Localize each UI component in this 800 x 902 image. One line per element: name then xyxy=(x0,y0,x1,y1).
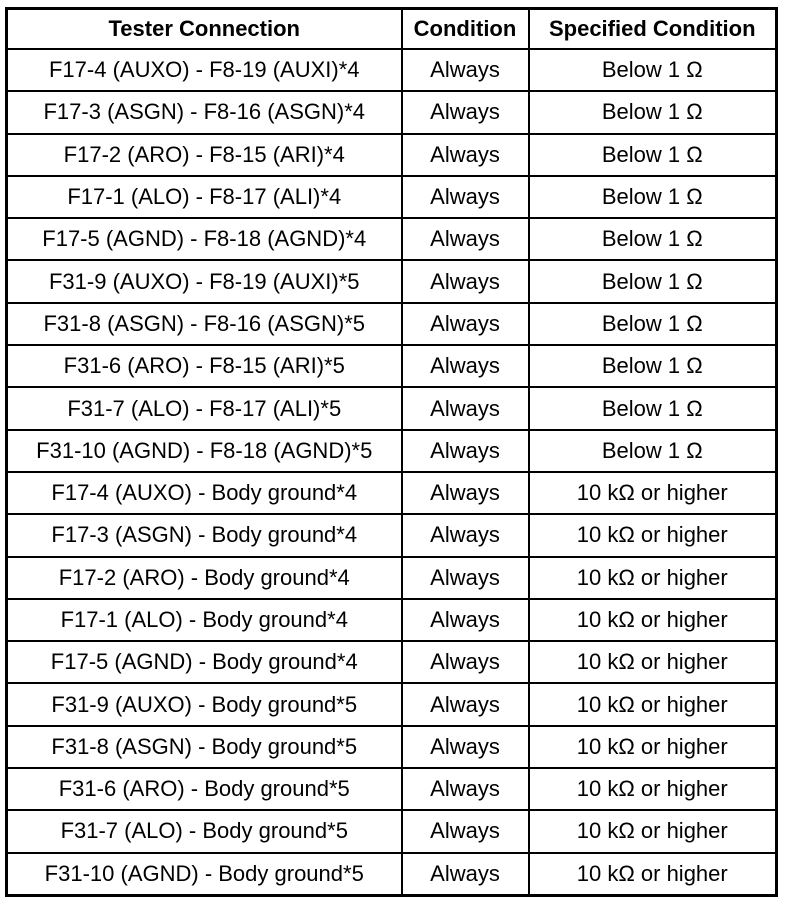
specified-condition-cell: Below 1 Ω xyxy=(529,387,777,429)
table-header xyxy=(7,9,777,50)
condition-cell: Always xyxy=(402,345,529,387)
tester-connection-cell: F17-2 (ARO) - F8-15 (ARI)*4 xyxy=(7,134,402,176)
table-row xyxy=(7,514,777,556)
table-row xyxy=(7,218,777,260)
specified-condition-cell: 10 kΩ or higher xyxy=(529,599,777,641)
table-row xyxy=(7,726,777,768)
tester-connection-cell: F31-9 (AUXO) - F8-19 (AUXI)*5 xyxy=(7,260,402,302)
specified-condition-cell: Below 1 Ω xyxy=(529,91,777,133)
tester-connection-cell: F17-4 (AUXO) - Body ground*4 xyxy=(7,472,402,514)
condition-cell: Always xyxy=(402,430,529,472)
tester-connection-cell: F31-8 (ASGN) - Body ground*5 xyxy=(7,726,402,768)
specified-condition-cell: 10 kΩ or higher xyxy=(529,641,777,683)
tester-connection-cell: F17-5 (AGND) - F8-18 (AGND)*4 xyxy=(7,218,402,260)
table-row xyxy=(7,768,777,810)
condition-cell: Always xyxy=(402,218,529,260)
condition-cell: Always xyxy=(402,134,529,176)
specified-condition-cell: Below 1 Ω xyxy=(529,260,777,302)
tester-connection-cell: F31-7 (ALO) - F8-17 (ALI)*5 xyxy=(7,387,402,429)
condition-cell: Always xyxy=(402,303,529,345)
condition-cell: Always xyxy=(402,472,529,514)
specified-condition-cell: 10 kΩ or higher xyxy=(529,472,777,514)
table-row xyxy=(7,49,777,91)
table-row xyxy=(7,260,777,302)
tester-connection-cell: F17-1 (ALO) - Body ground*4 xyxy=(7,599,402,641)
table-row xyxy=(7,810,777,852)
tester-connection-cell: F17-2 (ARO) - Body ground*4 xyxy=(7,557,402,599)
table-body xyxy=(7,49,777,895)
specified-condition-cell: Below 1 Ω xyxy=(529,218,777,260)
tester-connection-cell: F17-3 (ASGN) - Body ground*4 xyxy=(7,514,402,556)
table-row xyxy=(7,599,777,641)
tester-connection-cell: F17-1 (ALO) - F8-17 (ALI)*4 xyxy=(7,176,402,218)
specified-condition-cell: 10 kΩ or higher xyxy=(529,683,777,725)
tester-connection-cell: F31-6 (ARO) - Body ground*5 xyxy=(7,768,402,810)
condition-cell: Always xyxy=(402,768,529,810)
condition-cell: Always xyxy=(402,810,529,852)
table-row xyxy=(7,134,777,176)
condition-cell: Always xyxy=(402,91,529,133)
table-row xyxy=(7,345,777,387)
table-row xyxy=(7,641,777,683)
tester-connection-cell: F17-3 (ASGN) - F8-16 (ASGN)*4 xyxy=(7,91,402,133)
table-row xyxy=(7,472,777,514)
header-specified-condition: Specified Condition xyxy=(529,9,777,50)
table-row xyxy=(7,387,777,429)
specified-condition-cell: Below 1 Ω xyxy=(529,49,777,91)
tester-connection-cell: F31-7 (ALO) - Body ground*5 xyxy=(7,810,402,852)
specified-condition-cell: 10 kΩ or higher xyxy=(529,726,777,768)
specified-condition-cell: 10 kΩ or higher xyxy=(529,810,777,852)
specified-condition-cell: 10 kΩ or higher xyxy=(529,557,777,599)
header-tester-connection: Tester Connection xyxy=(7,9,402,50)
condition-cell: Always xyxy=(402,176,529,218)
condition-cell: Always xyxy=(402,853,529,896)
tester-connection-cell: F17-4 (AUXO) - F8-19 (AUXI)*4 xyxy=(7,49,402,91)
tester-connection-cell: F31-10 (AGND) - F8-18 (AGND)*5 xyxy=(7,430,402,472)
condition-cell: Always xyxy=(402,260,529,302)
tester-connection-cell: F17-5 (AGND) - Body ground*4 xyxy=(7,641,402,683)
header-row xyxy=(7,9,777,50)
condition-cell: Always xyxy=(402,387,529,429)
tester-connection-cell: F31-9 (AUXO) - Body ground*5 xyxy=(7,683,402,725)
condition-cell: Always xyxy=(402,683,529,725)
specified-condition-cell: 10 kΩ or higher xyxy=(529,514,777,556)
condition-cell: Always xyxy=(402,726,529,768)
specified-condition-cell: Below 1 Ω xyxy=(529,176,777,218)
condition-cell: Always xyxy=(402,641,529,683)
condition-cell: Always xyxy=(402,49,529,91)
tester-connection-cell: F31-8 (ASGN) - F8-16 (ASGN)*5 xyxy=(7,303,402,345)
table-row xyxy=(7,303,777,345)
condition-cell: Always xyxy=(402,599,529,641)
header-condition: Condition xyxy=(402,9,529,50)
condition-cell: Always xyxy=(402,514,529,556)
table-row xyxy=(7,91,777,133)
tester-connection-cell: F31-6 (ARO) - F8-15 (ARI)*5 xyxy=(7,345,402,387)
table-row xyxy=(7,557,777,599)
tester-connection-cell: F31-10 (AGND) - Body ground*5 xyxy=(7,853,402,896)
resistance-spec-table xyxy=(5,7,778,897)
table-row xyxy=(7,683,777,725)
specified-condition-cell: Below 1 Ω xyxy=(529,430,777,472)
table-row xyxy=(7,853,777,896)
specified-condition-cell: 10 kΩ or higher xyxy=(529,853,777,896)
specified-condition-cell: Below 1 Ω xyxy=(529,303,777,345)
specified-condition-cell: Below 1 Ω xyxy=(529,134,777,176)
specified-condition-cell: 10 kΩ or higher xyxy=(529,768,777,810)
table-row xyxy=(7,176,777,218)
specified-condition-cell: Below 1 Ω xyxy=(529,345,777,387)
table-row xyxy=(7,430,777,472)
condition-cell: Always xyxy=(402,557,529,599)
